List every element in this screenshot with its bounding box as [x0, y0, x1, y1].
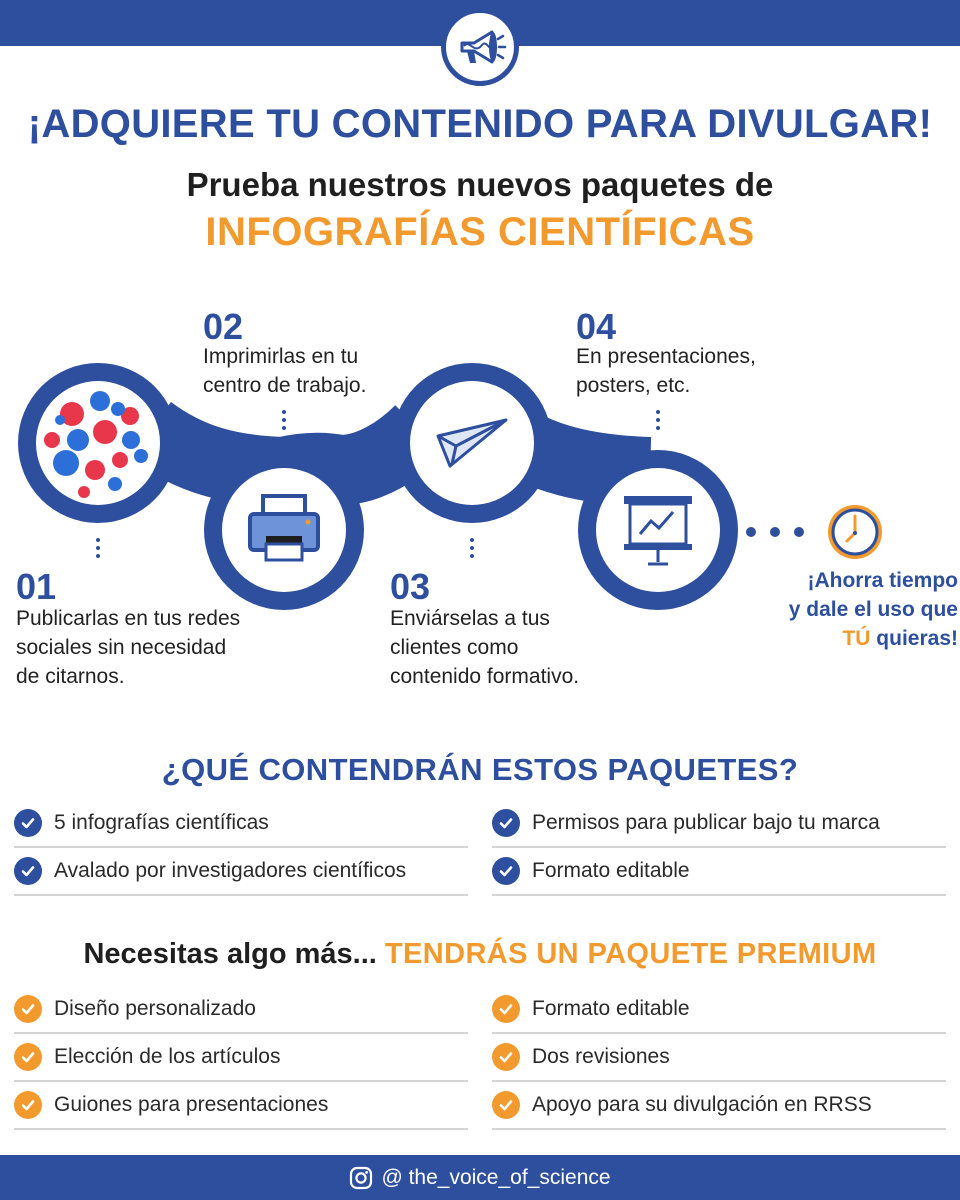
list-item: Formato editable [492, 848, 946, 896]
step-03-text: Enviárselas a tus clientes como contenido formativo. [390, 607, 580, 688]
footer [0, 1155, 960, 1200]
step-01-text: Publicarlas en tus redes sociales sin necesidad de citarnos. [16, 607, 241, 688]
check-icon [14, 857, 42, 885]
list-item: Dos revisiones [492, 1034, 946, 1082]
check-icon [492, 857, 520, 885]
step-02-text: Imprimirlas en tu centro de trabajo. [203, 345, 367, 397]
step-03-number: 03 [390, 566, 431, 607]
step-01-number: 01 [16, 566, 57, 607]
check-icon [14, 809, 42, 837]
check-icon [492, 1043, 520, 1071]
megaphone-icon [452, 19, 508, 75]
step-03-dots [470, 538, 474, 562]
clock-icon [823, 500, 887, 564]
premium-title: Necesitas algo más... TENDRÁS UN PAQUETE PREMIUM [83, 938, 877, 970]
premium-title-accent: TENDRÁS UN PAQUETE PREMIUM [384, 938, 877, 970]
step-01-dots [96, 538, 100, 562]
step-04-number: 04 [576, 306, 617, 347]
instagram-icon[interactable] [349, 1166, 373, 1190]
main-title: ¡ADQUIERE TU CONTENIDO PARA DIVULGAR! [27, 102, 933, 146]
check-icon [492, 995, 520, 1023]
list-item: Elección de los artículos [14, 1034, 468, 1082]
list-item: 5 infografías científicas [14, 800, 468, 848]
check-icon [492, 1091, 520, 1119]
list-item: Guiones para presentaciones [14, 1082, 468, 1130]
list-item: Permisos para publicar bajo tu marca [492, 800, 946, 848]
trailing-dots [746, 524, 818, 542]
list-item: Avalado por investigadores científicos [14, 848, 468, 896]
save-time-accent: TÚ [842, 627, 871, 650]
save-time-text: ¡Ahorra tiempo y dale el uso que TÚ quieras! [788, 569, 958, 650]
contents-title: ¿QUÉ CONTENDRÁN ESTOS PAQUETES? [161, 752, 799, 787]
list-item: Formato editable [492, 986, 946, 1034]
list-item: Apoyo para su divulgación en RRSS [492, 1082, 946, 1130]
check-icon [492, 809, 520, 837]
megaphone-badge [441, 8, 519, 86]
step-02-number: 02 [203, 306, 244, 347]
subtitle-highlight: INFOGRAFÍAS CIENTÍFICAS [205, 210, 755, 254]
step-02-dots [282, 410, 286, 434]
list-item: Diseño personalizado [14, 986, 468, 1034]
check-icon [14, 1043, 42, 1071]
subtitle: Prueba nuestros nuevos paquetes de [186, 166, 774, 203]
instagram-handle-link[interactable]: @ the_voice_of_science [381, 1165, 611, 1189]
step-04-text: En presentaciones, posters, etc. [576, 345, 756, 397]
step-04-dots [656, 410, 660, 434]
check-icon [14, 1091, 42, 1119]
check-icon [14, 995, 42, 1023]
